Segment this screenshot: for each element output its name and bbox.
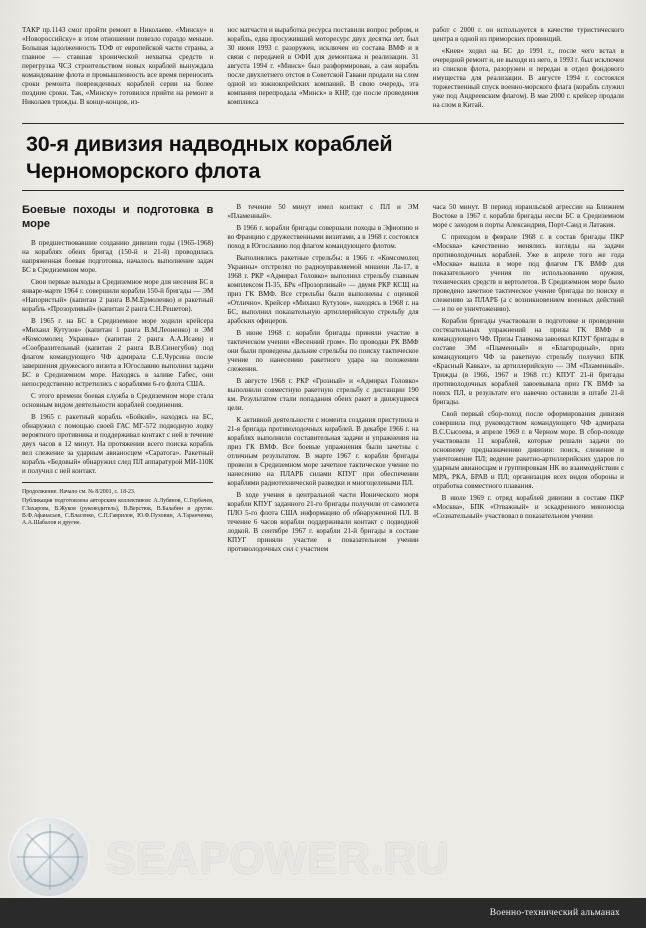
top-column-1	[22, 26, 213, 113]
paragraph: В июле 1969 г. отряд кораблей дивизии в составе ПКР «Москва», БПК «Отважный» и эскадренного миноносца «Сознательный» участвовал в показательном учении	[432, 493, 624, 520]
article-body	[22, 203, 624, 557]
paragraph: В 1966 г. корабли бригады совершали походы в Эфиопию и во Францию с дружественными визитами, а в 1968 г. состоялся поход в Югославию под флагом командующего флотом.	[227, 223, 419, 250]
headline-line-1: 30-я дивизия надводных кораблей	[26, 132, 393, 156]
paragraph: Выполнялись ракетные стрельбы: в 1966 г. «Комсомолец Украины» отстрелял по радиоуправляемой мишени Ла-17, в 1968 г. РКР «Адмирал Головко» выполнил стрельбу главным комплексом П-35, БРк «Прозорливый» — двумя РКР КСЩ на приз ГК ВМФ. Все стрельбы были выполнены с оценкой «Отлично». Крейсер «Михаил Кутузов», находясь в 1968 г. на БС, выполнил показательную артиллерийскую стрельбу для арабских офицеров.	[227, 253, 419, 325]
paragraph: В августе 1968 г. РКР «Грозный» и «Адмирал Головко» выполнили совместную ракетную стрельбу с дистанции 190 км. Результатом стали попадания обеих ракет в движущиеся цели.	[227, 376, 419, 412]
paragraph: В течение 50 минут имел контакт с ПЛ и ЭМ «Пламенный».	[227, 202, 419, 220]
top-column-2	[227, 26, 418, 113]
footnote-body: Публикация подготовлена авторским коллективом: А.Лубянов, С.Горбачев, Г.Захарова, В.Жуков (руководитель), В.Верстюк, В.Балабин и другие. В.Ф.Афанасьев, С.Власенко, С.П.Гаврилов, Ю.Ф.Пуховин, А.Таранченко, А.А.Шабалов и другие.	[22, 498, 214, 527]
paragraph: Свои первые выходы в Средиземное море для несения БС в январе-марте 1964 г. совершили корабли 150-й бригады — ЭМ «Напористый» (капитан 2 ранга В.М.Ермоленко) и ракетный корабль «Прозорливый» (капитан 2 ранга С.Н.Решетов).	[22, 277, 214, 313]
paragraph: В 1965 г. на БС в Средиземное море ходили крейсера «Михаил Кутузов» (капитан 1 ранга В.М.Леоненко) и ЭМ «Комсомолец Украины» (капитан 2 ранга А.А.Исаев) и «Сообразительный (капитан 2 ранга В.В.Синегубов) под флагом командующего ЧФ адмирала С.Е.Чурсина после завершения дружеского визита в Югославию выполнил задачи БС в Средиземном море. Находясь в заливе Габес, они непосредственно встретились с кораблями 6-го флота США.	[22, 316, 214, 388]
body-column-1	[22, 203, 213, 557]
paragraph: работ с 2000 г. он используется в качестве туристического центра в одной из приморских провинций.	[432, 26, 624, 43]
watermark	[0, 814, 646, 904]
footer-bar	[0, 898, 646, 928]
paragraph: «Киев» ходил на БС до 1991 г., после чего встал в очередной ремонт и, не выходя из него, в 1993 г. был исключен из списков флота, разоружен и передан в отдел фондового имущества для реализации. В августе 1994 г. состоялся торжественный спуск военно-морского флага (корабль служил уже под Андреевским флагом). В мае 2000 г. крейсер продали на слом в Китай.	[432, 47, 624, 109]
paragraph: нос матчасти и выработка ресурса поставили вопрос ребром, и корабль, едва просуживший моторесурс двух десятка лет, был 30 июня 1993 г. разоружен, исключен из состава ВМФ и в связи с передачей в ОФИ для демонтажа и реализации. 31 августа 1994 г. «Минск» был разформирован, а сам корабль после двухлетнего отстоя в Советской Гавани продали на слом одной из южнокорейских компаний. В свою очередь, эта компания перепродала «Минск» в КНР, где после проведения комплекса	[227, 26, 419, 106]
section-divider-top	[22, 123, 624, 124]
body-column-2	[227, 203, 418, 557]
footnote-lead: Продолжение. Начало см. № 8/2001, с. 18-23.	[22, 488, 136, 495]
top-continuation-block	[22, 26, 624, 113]
paragraph: В июне 1968 г. корабли бригады приняли участие в тактическом учении «Весенний гром». По проводки РК ВМФ они были проведены дальние стрельбы по поиску тактическое учение по нанесению ракетного удара на положении слежения.	[227, 328, 419, 373]
paragraph: В предшествовавшие созданию дивизии годы (1965-1968) на кораблях обеих бригад (150-й и 21-й) проводилась напряженная боевая подготовка, началось выполнение задач БС в Средиземном море.	[22, 238, 214, 274]
watermark-logo-icon	[8, 816, 90, 898]
paragraph: Корабли бригады участвовали в подготовке и проведении состязательных упражнений на призы ГК ВМФ и командующего ЧФ. Призы Главкома завоевал КПУГ бригады в составе ЭМ «Пламенный» и «Благородный», приз командующего ЧФ за ракетную стрельбу получил БПК «Красный Кавказ», за артиллерийскую — ЭМ «Пламенный». Трижды (в 1966, 1967 и 1968 гг.) КПУГ 21-й бригады противолодочных кораблей завоевывала приз ГК ВМФ за поиск ПЛ, в результате его навечно оставили в штабе 21-й бригады.	[432, 316, 624, 406]
paragraph: К активной деятельности с момента создания приступила и 21-я бригада противолодочных кораблей. В декабре 1966 г. на кораблях выполнили составительная задачи и упражнения на приз ГК ВМФ. Все боевые упражнения были зачетны с отличным результатом. В марте 1967 г. корабли бригады провели в Средиземном море зачетное тактическое учение по нанесению на ПЛАРБ силами КПУГ при обеспечении кораблями радиотехнической разведки и многоцелевыми ПЛ.	[227, 415, 419, 487]
paragraph: С приходом в феврале 1968 г. в состав бригады ПКР «Москва» качественно менялись взгляды на задачи противолодочных кораблей. Уже в апреле того же года «Москва» вышла в море под флагом ГК ВМФ для показательного учения по использованию оружия, технических средств и вертолетов. В Средиземном море было проведено зачетное тактическое учение бригады по поиску и слежению за ПЛАРБ (а с возникновением военных действий — и по ее уничтожению).	[432, 232, 624, 313]
paragraph: С этого времени боевая служба в Средиземном море стала основным видом деятельности кораблей соединения.	[22, 391, 214, 409]
footer-label: Военно-технический альманах	[489, 908, 620, 918]
paragraph: Свой первый сбор-поход после оформирования дивизия совершила под руководством командующего ЧФ адмирала В.С.Сысоева, в апреле 1969 г. в Черном море. В сбор-походе участвовали 11 кораблей, которые решали задачи по основному предназначению дивизии: поиск, слежение и уничтожение ПЛ; ведение ракетно-артиллерийских ударов по ударным авианосцам и группировкам НК во взаимодействии с МРА, РКА, БРАВ и ПЛ; организация всех видов обороны и отработка совместного плавания.	[432, 409, 624, 490]
top-column-3	[433, 26, 624, 113]
paragraph: ТАКР пр.1143 смог пройти ремонт в Николаеве. «Минску» и «Новороссийску» в этом отношении повезло гораздо меньше. Большая задолженность ТОФ от европейской части страны, а главное — ставшая хронической нехватка средств и перегрузка ЧСЗ строительством новых кораблей вынуждала командование флота и промышленность все время переносить сроки ремонта поврежденных кораблей серии на более поздние сроки. Так, «Минску» готовился прийти на ремонт в Николаев трижды. В конце-концов, из-	[22, 26, 214, 106]
paragraph: В 1965 г. ракетный корабль «Бойкий», находясь на БС, обнаружил с помощью своей ГАС МГ-572 подводную лодку вероятного противника и поддерживал контакт с ней в течение двух часов в 12 минут. На протяжении всего поиска корабль вел слежение за ударным авианосцем «Саратога». Ракетный корабль «Бедовый» обнаружил след ПЛ аппаратурой МИ-110К и получил с ней контакт.	[22, 412, 214, 475]
paragraph: часа 50 минут. В период израильской агрессии на Ближнем Востоке в 1967 г. корабли бригады несли БС в Средиземном море с заходом в порты Александрия, Порт-Саид и Латакия.	[432, 202, 624, 229]
section-subhead: Боевые походы и подготовка в море	[22, 203, 214, 230]
watermark-text: SEAPOWER.RU	[106, 834, 450, 883]
footnote-divider	[22, 482, 213, 483]
article-headline	[22, 132, 624, 184]
paragraph: В ходе учения в центральной части Ионического моря корабли КПУГ заданного 21-го бригады получили от самолета ПЛО 5-го флота США информацию об обнаруженной ПЛ. В течение 6 часов корабли поддерживали контакт с подводной лодкой. В сентябре 1967 г. корабли 21-й бригады в составе КПУГ приняли участие в показательном учении противолодочных сил с участием	[227, 490, 419, 553]
footnote-block	[22, 489, 213, 528]
section-divider-headline	[22, 190, 624, 191]
body-column-3	[433, 203, 624, 557]
headline-line-2: Черноморского флота	[26, 158, 261, 183]
